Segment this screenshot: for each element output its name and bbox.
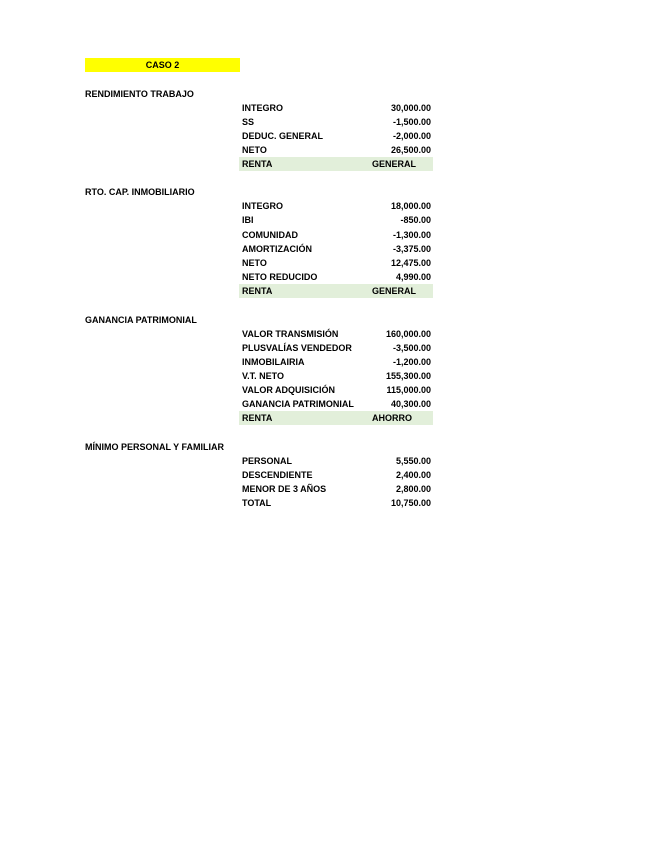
renta-row-rto-cap-inmobiliario bbox=[239, 284, 433, 298]
row-value: -850.00 bbox=[400, 215, 431, 225]
table-row bbox=[239, 355, 433, 369]
row-value: -2,000.00 bbox=[392, 131, 431, 141]
row-value: -1,500.00 bbox=[392, 117, 431, 127]
table-row bbox=[239, 199, 433, 213]
section-title-rto-cap-inmobiliario: RTO. CAP. INMOBILIARIO bbox=[85, 187, 195, 197]
row-label: V.T. NETO bbox=[242, 371, 285, 381]
table-row bbox=[239, 129, 433, 143]
renta-value: GENERAL bbox=[372, 286, 417, 296]
row-value: 4,990.00 bbox=[395, 272, 431, 282]
row-label: SS bbox=[242, 117, 255, 127]
section-title-minimo-personal-familiar: MÍNIMO PERSONAL Y FAMILIAR bbox=[85, 442, 225, 452]
table-row bbox=[239, 213, 433, 227]
row-label: IBI bbox=[242, 215, 254, 225]
row-value: -3,500.00 bbox=[392, 343, 431, 353]
table-row bbox=[239, 101, 433, 115]
table-row bbox=[239, 482, 433, 496]
row-label: GANANCIA PATRIMONIAL bbox=[242, 399, 354, 409]
row-value: -1,300.00 bbox=[392, 230, 431, 240]
row-value: 160,000.00 bbox=[385, 329, 431, 339]
row-value: 5,550.00 bbox=[395, 456, 431, 466]
table-row bbox=[239, 143, 433, 157]
row-value: 40,300.00 bbox=[390, 399, 431, 409]
section-title-rendimiento-trabajo: RENDIMIENTO TRABAJO bbox=[85, 89, 194, 99]
row-value: -1,200.00 bbox=[392, 357, 431, 367]
renta-label: RENTA bbox=[242, 286, 273, 296]
table-row bbox=[239, 383, 433, 397]
row-value: -3,375.00 bbox=[392, 244, 431, 254]
row-label: DESCENDIENTE bbox=[242, 470, 313, 480]
row-value: 2,400.00 bbox=[395, 470, 431, 480]
row-label: INTEGRO bbox=[242, 103, 284, 113]
table-row bbox=[239, 369, 433, 383]
row-label: NETO bbox=[242, 145, 267, 155]
row-label: VALOR ADQUISICIÓN bbox=[242, 385, 336, 395]
table-row bbox=[239, 397, 433, 411]
row-value: 18,000.00 bbox=[390, 201, 431, 211]
table-row bbox=[239, 270, 433, 284]
table-row bbox=[239, 468, 433, 482]
renta-row-rendimiento-trabajo bbox=[239, 157, 433, 171]
table-row bbox=[239, 242, 433, 256]
row-label: DEDUC. GENERAL bbox=[242, 131, 324, 141]
row-label: TOTAL bbox=[242, 498, 272, 508]
table-row bbox=[239, 327, 433, 341]
table-row bbox=[239, 228, 433, 242]
table-row bbox=[239, 454, 433, 468]
renta-row-ganancia-patrimonial bbox=[239, 411, 433, 425]
row-value: 30,000.00 bbox=[390, 103, 431, 113]
row-label: NETO REDUCIDO bbox=[242, 272, 318, 282]
case-title: CASO 2 bbox=[85, 58, 240, 72]
row-value: 26,500.00 bbox=[390, 145, 431, 155]
row-label: PLUSVALÍAS VENDEDOR bbox=[242, 343, 352, 353]
section-title-ganancia-patrimonial: GANANCIA PATRIMONIAL bbox=[85, 315, 197, 325]
row-label: PERSONAL bbox=[242, 456, 293, 466]
row-label: AMORTIZACIÓN bbox=[242, 244, 312, 254]
renta-label: RENTA bbox=[242, 159, 273, 169]
table-row bbox=[239, 341, 433, 355]
table-row bbox=[239, 256, 433, 270]
row-label: COMUNIDAD bbox=[242, 230, 298, 240]
renta-label: RENTA bbox=[242, 413, 273, 423]
row-value: 155,300.00 bbox=[385, 371, 431, 381]
row-label: MENOR DE 3 AÑOS bbox=[242, 484, 327, 494]
row-label: INTEGRO bbox=[242, 201, 284, 211]
row-value: 2,800.00 bbox=[395, 484, 431, 494]
row-value: 10,750.00 bbox=[390, 498, 431, 508]
row-value: 115,000.00 bbox=[386, 385, 431, 395]
row-label: VALOR TRANSMISIÓN bbox=[242, 329, 339, 339]
renta-value: GENERAL bbox=[372, 159, 417, 169]
row-label: NETO bbox=[242, 258, 267, 268]
row-value: 12,475.00 bbox=[390, 258, 431, 268]
row-label: INMOBILAIRIA bbox=[242, 357, 305, 367]
table-row bbox=[239, 115, 433, 129]
table-row bbox=[239, 496, 433, 510]
renta-value: AHORRO bbox=[372, 413, 412, 423]
